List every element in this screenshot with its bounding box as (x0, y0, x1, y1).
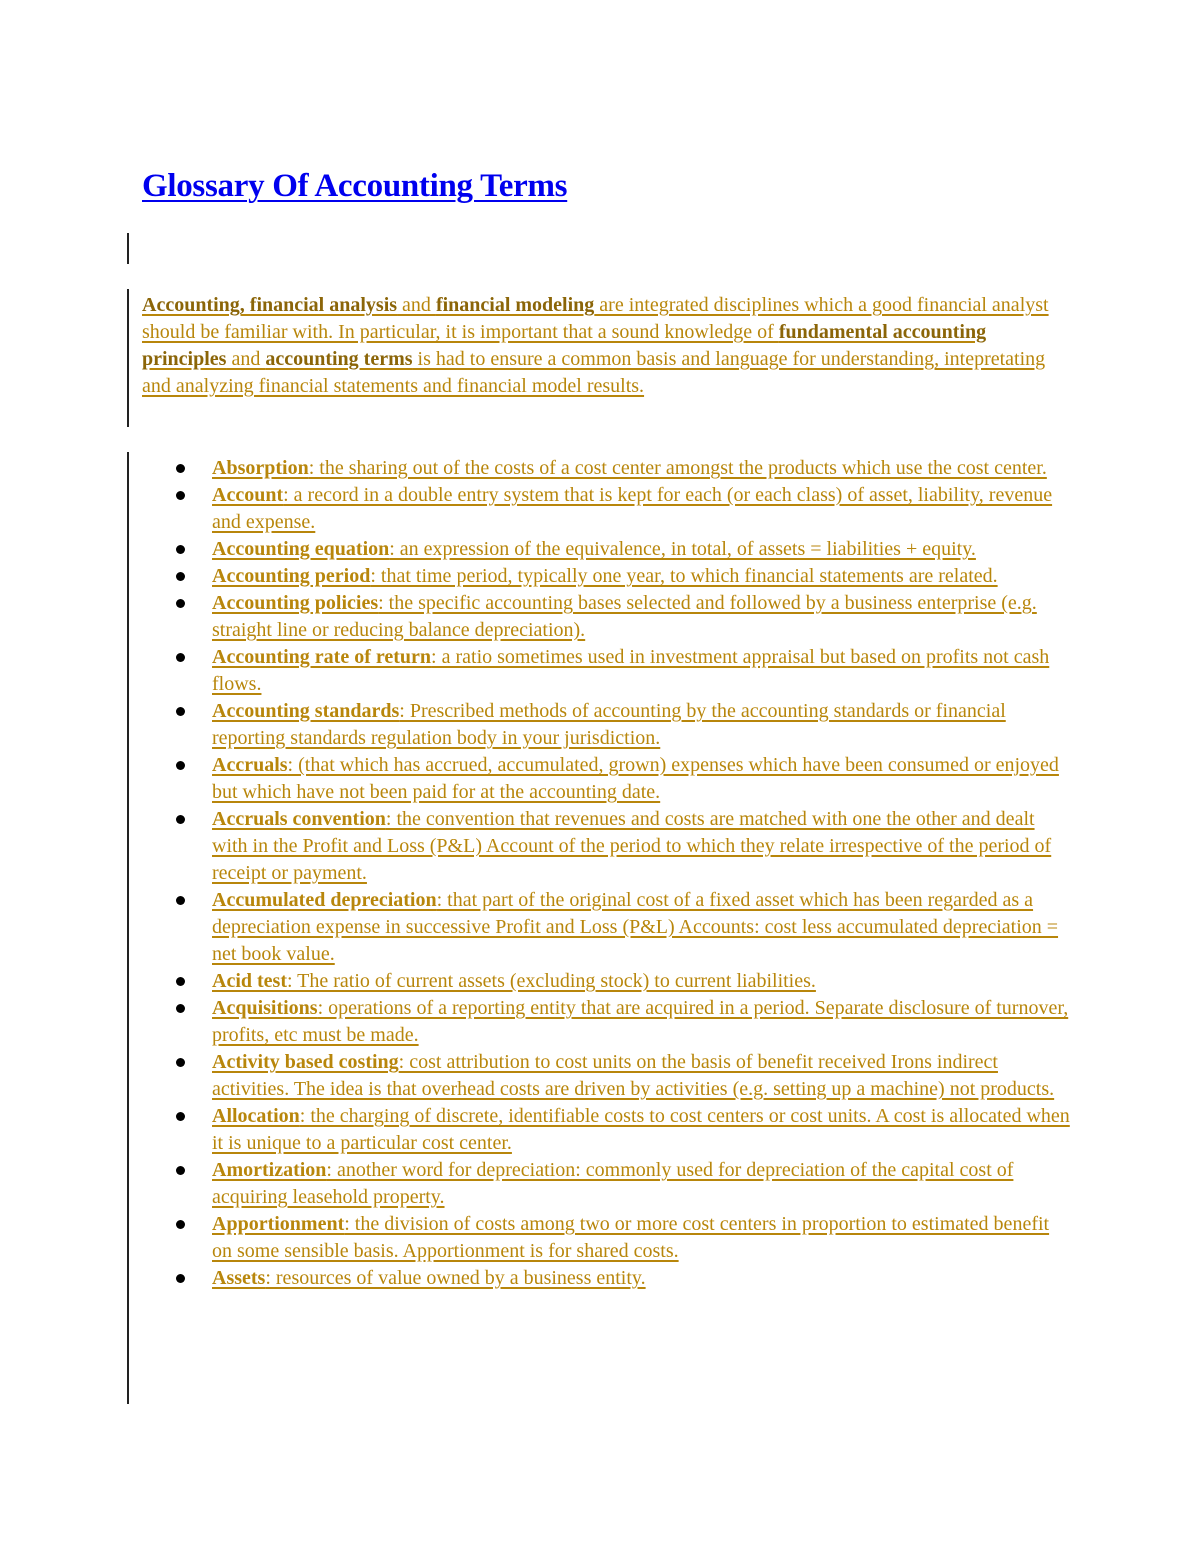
term-definition: : an expression of the equivalence, in total, of assets = liabilities + equity. (389, 538, 976, 560)
term-name: Accounting standards (212, 700, 400, 722)
term-definition: : the charging of discrete, identifiable costs to cost centers or cost units. A cost is allocated when it is unique to a particular cost center. (212, 1105, 1070, 1154)
bullet-icon (176, 977, 185, 986)
bullet-icon (176, 761, 185, 770)
glossary-item-text[interactable] (212, 1105, 1070, 1154)
glossary-item-text[interactable] (212, 970, 816, 992)
term-name: Account (212, 484, 284, 506)
intro-text: and (226, 348, 266, 370)
term-definition: : the specific accounting bases selected and followed by a business enterprise (e.g. straight line or reducing balance depreciation). (212, 592, 1037, 641)
term-definition: : (that which has accrued, accumulated, grown) expenses which have been consumed or enjoyed but which have not been paid for at the accounting date. (212, 754, 1059, 803)
glossary-item-text[interactable] (212, 700, 1006, 749)
intro-text: is had to ensure a common basis and language for understanding, intepretating and analyzing financial statements and financial model results. (142, 348, 1046, 397)
term-name: Accumulated depreciation (212, 889, 437, 911)
term-definition: : Prescribed methods of accounting by the accounting standards or financial reporting standards regulation body in your jurisdiction. (212, 700, 1006, 749)
glossary-item[interactable] (212, 995, 1072, 1049)
bullet-icon (176, 1166, 185, 1175)
bullet-icon (176, 1220, 185, 1229)
term-name: Accounting rate of return (212, 646, 432, 668)
glossary-item-text[interactable] (212, 1159, 1013, 1208)
glossary-item-text[interactable] (212, 889, 1058, 965)
bullet-icon (176, 1004, 185, 1013)
bullet-icon (176, 545, 185, 554)
glossary-item-text[interactable] (212, 592, 1037, 641)
intro-text: and (397, 294, 436, 316)
glossary-item[interactable] (212, 1265, 1072, 1292)
term-name: Accruals convention (212, 808, 386, 830)
glossary-item[interactable] (212, 563, 1072, 590)
term-definition: : the sharing out of the costs of a cost center amongst the products which use the cost center. (308, 457, 1047, 479)
term-name: Acquisitions (212, 997, 318, 1019)
term-name: Accruals (212, 754, 288, 776)
term-name: Accounting period (212, 565, 371, 587)
glossary-item-text[interactable] (212, 997, 1068, 1046)
bullet-icon (176, 1058, 185, 1067)
intro-bold-term: fundamental accounting principles (142, 321, 987, 370)
glossary-item[interactable] (212, 698, 1072, 752)
glossary-item[interactable] (212, 455, 1072, 482)
term-definition: : another word for depreciation: commonly used for depreciation of the capital cost of acquiring leasehold property. (212, 1159, 1014, 1208)
bullet-icon (176, 707, 185, 716)
change-bar (127, 233, 129, 264)
term-definition: : cost attribution to cost units on the basis of benefit received Irons indirect activities. The idea is that overhead costs are driven by activities (e.g. setting up a machine) not products. (212, 1051, 1055, 1100)
glossary-item-text[interactable] (212, 484, 1052, 533)
term-definition: : a ratio sometimes used in investment appraisal but based on profits not cash flows. (212, 646, 1050, 695)
bullet-icon (176, 491, 185, 500)
bullet-icon (176, 896, 185, 905)
term-definition: : that part of the original cost of a fixed asset which has been regarded as a depreciation expense in successive Profit and Loss (P&L) Accounts: cost less accumulated depreciation = net book value. (212, 889, 1059, 965)
intro-paragraph[interactable] (142, 292, 1072, 400)
glossary-item-text[interactable] (212, 808, 1051, 884)
term-definition: : a record in a double entry system that is kept for each (or each class) of asset, liability, revenue and expense. (212, 484, 1053, 533)
glossary-item-text[interactable] (212, 538, 976, 560)
term-name: Acid test (212, 970, 287, 992)
glossary-item[interactable] (212, 806, 1072, 887)
glossary-item[interactable] (212, 482, 1072, 536)
intro-bold-term: financial modeling (435, 294, 595, 316)
bullet-icon (176, 572, 185, 581)
term-name: Accounting equation (212, 538, 390, 560)
bullet-icon (176, 599, 185, 608)
glossary-item[interactable] (212, 1103, 1072, 1157)
glossary-item-text[interactable] (212, 1213, 1049, 1262)
intro-bold-term: Accounting, financial analysis (142, 294, 398, 316)
glossary-item[interactable] (212, 1049, 1072, 1103)
term-name: Allocation (212, 1105, 300, 1127)
term-definition: : The ratio of current assets (excluding stock) to current liabilities. (286, 970, 816, 992)
glossary-item-text[interactable] (212, 754, 1059, 803)
glossary-item[interactable] (212, 887, 1072, 968)
glossary-item-text[interactable] (212, 646, 1049, 695)
term-name: Amortization (212, 1159, 327, 1181)
bullet-icon (176, 464, 185, 473)
term-name: Accounting policies (212, 592, 379, 614)
glossary-item-text[interactable] (212, 1267, 646, 1289)
glossary-item-text[interactable] (212, 565, 998, 587)
glossary-list (212, 455, 1072, 1292)
glossary-item[interactable] (212, 1211, 1072, 1265)
glossary-item-text[interactable] (212, 457, 1047, 479)
change-bar (127, 289, 129, 427)
term-definition: : operations of a reporting entity that are acquired in a period. Separate disclosure of turnover, profits, etc must be made. (212, 997, 1069, 1046)
term-name: Activity based costing (212, 1051, 399, 1073)
term-definition: : the division of costs among two or more cost centers in proportion to estimated benefit on some sensible basis. Apportionment is for shared costs. (212, 1213, 1050, 1262)
term-name: Assets (212, 1267, 266, 1289)
glossary-item-text[interactable] (212, 1051, 1054, 1100)
glossary-item[interactable] (212, 968, 1072, 995)
glossary-item[interactable] (212, 590, 1072, 644)
intro-bold-term: accounting terms (265, 348, 413, 370)
glossary-item[interactable] (212, 644, 1072, 698)
term-definition: : resources of value owned by a business entity. (265, 1267, 646, 1289)
bullet-icon (176, 1274, 185, 1283)
glossary-item[interactable] (212, 536, 1072, 563)
intro-text: are integrated disciplines which a good financial analyst should be familiar with. In particular, it is important that a sound knowledge of (142, 294, 1049, 343)
bullet-icon (176, 653, 185, 662)
bullet-icon (176, 1112, 185, 1121)
term-name: Apportionment (212, 1213, 345, 1235)
bullet-icon (176, 815, 185, 824)
page-title[interactable]: Glossary Of Accounting Terms (142, 168, 568, 204)
change-bar (127, 452, 129, 1404)
glossary-item[interactable] (212, 1157, 1072, 1211)
glossary-item[interactable] (212, 752, 1072, 806)
term-definition: : the convention that revenues and costs are matched with one the other and dealt with in the Profit and Loss (P&L) Account of the period to which they relate irrespective of the period of receipt or payment. (212, 808, 1052, 884)
term-name: Absorption (212, 457, 309, 479)
term-definition: : that time period, typically one year, to which financial statements are related. (370, 565, 998, 587)
